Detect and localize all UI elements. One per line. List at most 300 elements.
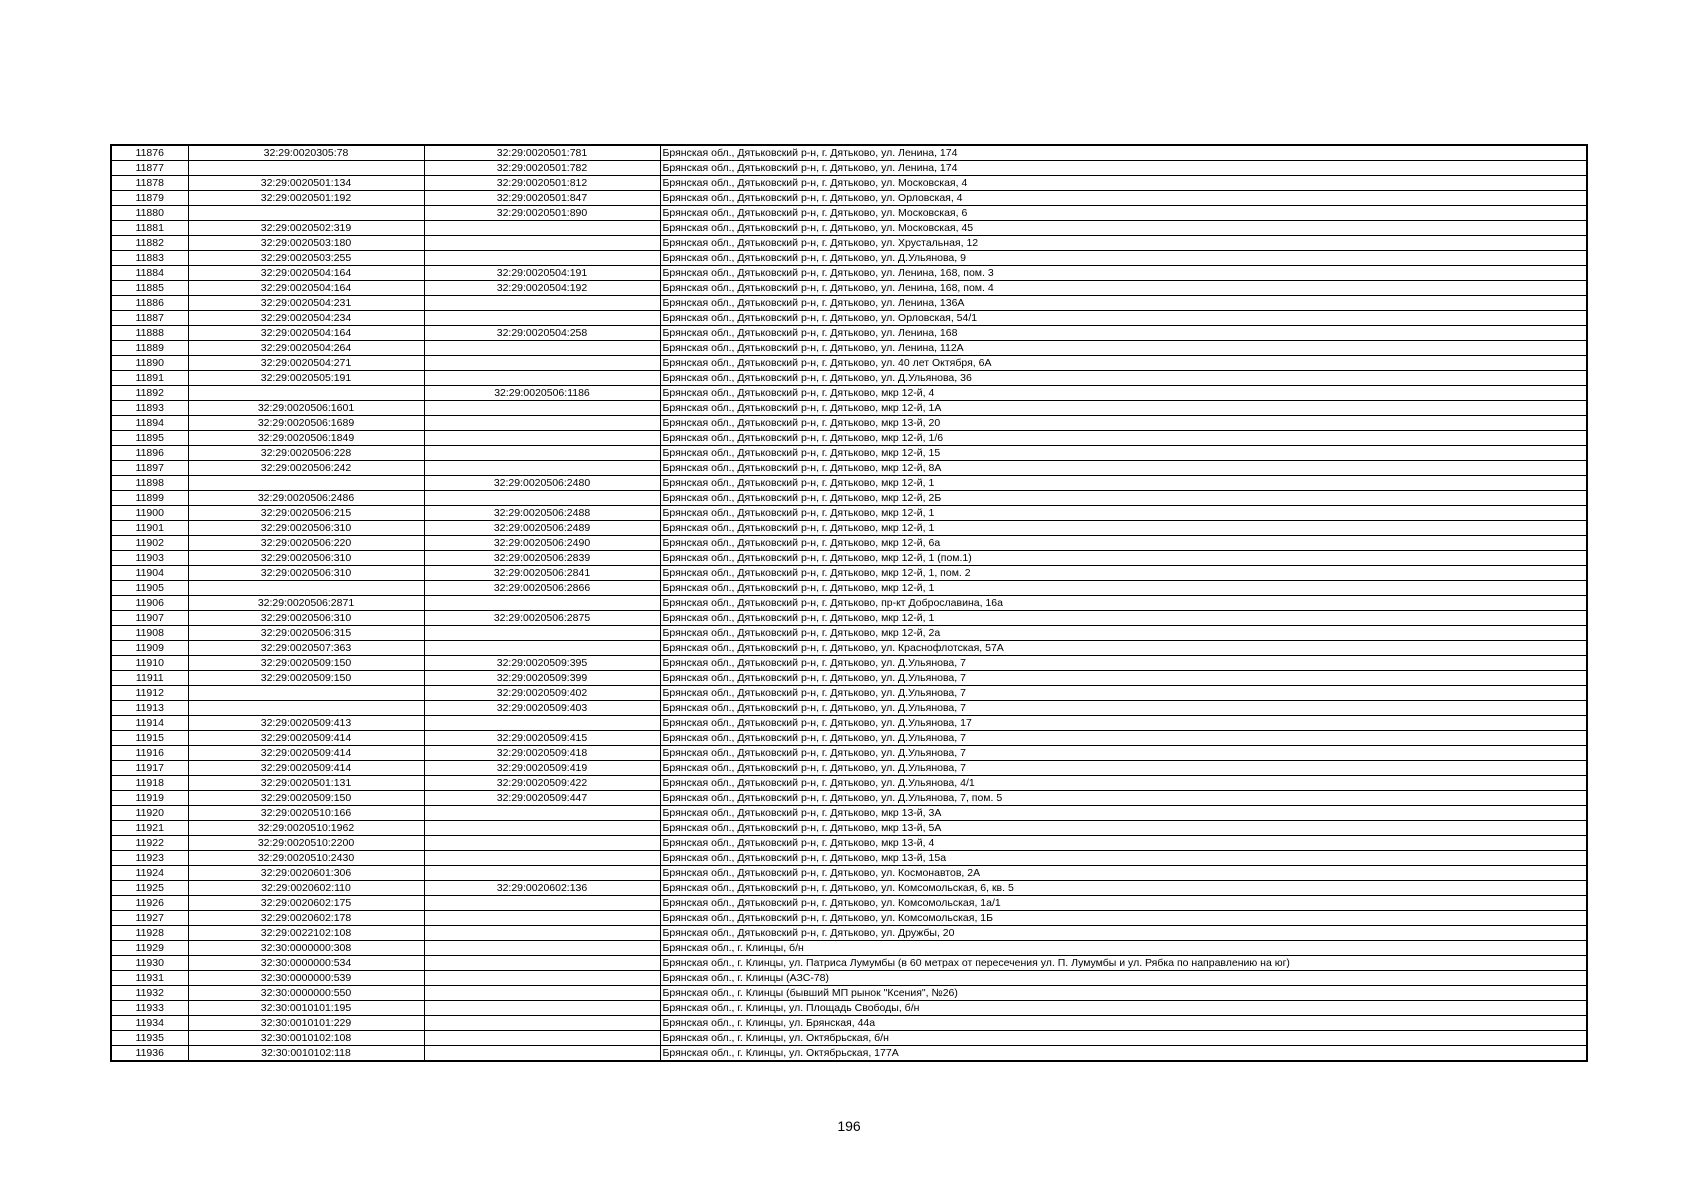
row-number-cell: 11917 xyxy=(111,761,188,776)
object-number-cell: 32:29:0020509:447 xyxy=(424,791,660,806)
address-cell: Брянская обл., Дятьковский р-н, г. Дятьково, мкр 13-й, 3А xyxy=(660,806,1587,821)
address-cell: Брянская обл., Дятьковский р-н, г. Дятьково, мкр 12-й, 1 xyxy=(660,521,1587,536)
row-number-cell: 11936 xyxy=(111,1046,188,1062)
row-number-cell: 11910 xyxy=(111,656,188,671)
row-number-cell: 11900 xyxy=(111,506,188,521)
parcel-number-cell: 32:29:0020506:310 xyxy=(188,551,424,566)
row-number-cell: 11903 xyxy=(111,551,188,566)
object-number-cell: 32:29:0020506:2490 xyxy=(424,536,660,551)
address-cell: Брянская обл., Дятьковский р-н, г. Дятьково, ул. Д.Ульянова, 7 xyxy=(660,761,1587,776)
table-row xyxy=(111,536,1587,551)
row-number-cell: 11895 xyxy=(111,431,188,446)
row-number-cell: 11932 xyxy=(111,986,188,1001)
object-number-cell xyxy=(424,251,660,266)
object-number-cell xyxy=(424,221,660,236)
parcel-number-cell: 32:29:0020504:264 xyxy=(188,341,424,356)
object-number-cell: 32:29:0020501:812 xyxy=(424,176,660,191)
parcel-number-cell: 32:29:0020503:255 xyxy=(188,251,424,266)
address-cell: Брянская обл., Дятьковский р-н, г. Дятьково, ул. Д.Ульянова, 7 xyxy=(660,701,1587,716)
address-cell: Брянская обл., г. Клинцы, ул. Брянская, 44а xyxy=(660,1016,1587,1031)
table-row xyxy=(111,611,1587,626)
object-number-cell xyxy=(424,491,660,506)
row-number-cell: 11904 xyxy=(111,566,188,581)
table-row xyxy=(111,266,1587,281)
object-number-cell xyxy=(424,716,660,731)
parcel-number-cell: 32:30:0000000:539 xyxy=(188,971,424,986)
table-row xyxy=(111,296,1587,311)
object-number-cell: 32:29:0020506:2839 xyxy=(424,551,660,566)
row-number-cell: 11883 xyxy=(111,251,188,266)
address-cell: Брянская обл., Дятьковский р-н, г. Дятьково, мкр 12-й, 1 xyxy=(660,506,1587,521)
parcel-number-cell: 32:29:0020509:414 xyxy=(188,746,424,761)
table-row xyxy=(111,851,1587,866)
address-cell: Брянская обл., г. Клинцы (бывший МП рынок "Ксения", №26) xyxy=(660,986,1587,1001)
address-cell: Брянская обл., Дятьковский р-н, г. Дятьково, мкр 12-й, 1 xyxy=(660,476,1587,491)
address-cell: Брянская обл., г. Клинцы, б/н xyxy=(660,941,1587,956)
table-row xyxy=(111,866,1587,881)
row-number-cell: 11913 xyxy=(111,701,188,716)
table-row xyxy=(111,491,1587,506)
address-cell: Брянская обл., Дятьковский р-н, г. Дятьково, ул. Д.Ульянова, 7 xyxy=(660,746,1587,761)
address-cell: Брянская обл., Дятьковский р-н, г. Дятьково, ул. Д.Ульянова, 4/1 xyxy=(660,776,1587,791)
address-cell: Брянская обл., Дятьковский р-н, г. Дятьково, ул. Дружбы, 20 xyxy=(660,926,1587,941)
object-number-cell: 32:29:0020509:422 xyxy=(424,776,660,791)
table-row xyxy=(111,251,1587,266)
row-number-cell: 11893 xyxy=(111,401,188,416)
object-number-cell xyxy=(424,341,660,356)
object-number-cell: 32:29:0020509:402 xyxy=(424,686,660,701)
parcel-number-cell xyxy=(188,581,424,596)
table-row xyxy=(111,746,1587,761)
parcel-number-cell xyxy=(188,686,424,701)
row-number-cell: 11930 xyxy=(111,956,188,971)
address-cell: Брянская обл., Дятьковский р-н, г. Дятьково, ул. Орловская, 54/1 xyxy=(660,311,1587,326)
address-cell: Брянская обл., Дятьковский р-н, г. Дятьково, ул. Ленина, 168, пом. 4 xyxy=(660,281,1587,296)
parcel-number-cell: 32:29:0020506:315 xyxy=(188,626,424,641)
parcel-number-cell: 32:29:0020504:164 xyxy=(188,266,424,281)
table-row xyxy=(111,731,1587,746)
row-number-cell: 11884 xyxy=(111,266,188,281)
row-number-cell: 11894 xyxy=(111,416,188,431)
parcel-number-cell: 32:29:0020506:1849 xyxy=(188,431,424,446)
object-number-cell xyxy=(424,461,660,476)
row-number-cell: 11934 xyxy=(111,1016,188,1031)
row-number-cell: 11888 xyxy=(111,326,188,341)
object-number-cell: 32:29:0020509:395 xyxy=(424,656,660,671)
table-row xyxy=(111,176,1587,191)
row-number-cell: 11927 xyxy=(111,911,188,926)
row-number-cell: 11886 xyxy=(111,296,188,311)
object-number-cell xyxy=(424,956,660,971)
address-cell: Брянская обл., Дятьковский р-н, г. Дятьково, ул. Ленина, 136А xyxy=(660,296,1587,311)
parcel-number-cell: 32:29:0020509:150 xyxy=(188,656,424,671)
parcel-number-cell: 32:29:0020510:2200 xyxy=(188,836,424,851)
row-number-cell: 11898 xyxy=(111,476,188,491)
address-cell: Брянская обл., Дятьковский р-н, г. Дятьково, мкр 12-й, 8А xyxy=(660,461,1587,476)
object-number-cell xyxy=(424,866,660,881)
table-row xyxy=(111,1046,1587,1062)
object-number-cell xyxy=(424,926,660,941)
row-number-cell: 11928 xyxy=(111,926,188,941)
row-number-cell: 11920 xyxy=(111,806,188,821)
address-cell: Брянская обл., Дятьковский р-н, г. Дятьково, ул. Московская, 4 xyxy=(660,176,1587,191)
table-row xyxy=(111,881,1587,896)
object-number-cell xyxy=(424,401,660,416)
table-row xyxy=(111,566,1587,581)
address-cell: Брянская обл., Дятьковский р-н, г. Дятьково, мкр 12-й, 4 xyxy=(660,386,1587,401)
table-row xyxy=(111,191,1587,206)
row-number-cell: 11891 xyxy=(111,371,188,386)
address-cell: Брянская обл., Дятьковский р-н, г. Дятьково, ул. Комсомольская, 1Б xyxy=(660,911,1587,926)
parcel-number-cell: 32:29:0020506:310 xyxy=(188,566,424,581)
parcel-number-cell: 32:29:0020501:134 xyxy=(188,176,424,191)
table-row xyxy=(111,686,1587,701)
object-number-cell xyxy=(424,236,660,251)
table-row xyxy=(111,671,1587,686)
address-cell: Брянская обл., Дятьковский р-н, г. Дятьково, пр-кт Доброславина, 16а xyxy=(660,596,1587,611)
address-cell: Брянская обл., Дятьковский р-н, г. Дятьково, ул. Ленина, 168 xyxy=(660,326,1587,341)
parcel-number-cell: 32:29:0020509:150 xyxy=(188,671,424,686)
row-number-cell: 11922 xyxy=(111,836,188,851)
parcel-number-cell: 32:30:0000000:534 xyxy=(188,956,424,971)
parcel-number-cell xyxy=(188,386,424,401)
parcel-number-cell: 32:29:0020503:180 xyxy=(188,236,424,251)
row-number-cell: 11918 xyxy=(111,776,188,791)
object-number-cell xyxy=(424,446,660,461)
parcel-number-cell: 32:29:0020504:231 xyxy=(188,296,424,311)
row-number-cell: 11924 xyxy=(111,866,188,881)
table-row xyxy=(111,551,1587,566)
table-row xyxy=(111,461,1587,476)
row-number-cell: 11887 xyxy=(111,311,188,326)
parcel-number-cell: 32:29:0020506:2871 xyxy=(188,596,424,611)
table-row xyxy=(111,896,1587,911)
table-row xyxy=(111,341,1587,356)
table-row xyxy=(111,236,1587,251)
address-cell: Брянская обл., Дятьковский р-н, г. Дятьково, ул. Ленина, 174 xyxy=(660,145,1587,161)
object-number-cell xyxy=(424,431,660,446)
row-number-cell: 11931 xyxy=(111,971,188,986)
table-row xyxy=(111,626,1587,641)
address-cell: Брянская обл., Дятьковский р-н, г. Дятьково, ул. Д.Ульянова, 7 xyxy=(660,731,1587,746)
table-row xyxy=(111,1001,1587,1016)
address-cell: Брянская обл., г. Клинцы, ул. Патриса Лумумбы (в 60 метрах от пересечения ул. П. Лумумбы и ул. Рябка по направлению на юг) xyxy=(660,956,1587,971)
parcel-number-cell: 32:29:0020305:78 xyxy=(188,145,424,161)
object-number-cell xyxy=(424,1001,660,1016)
object-number-cell xyxy=(424,641,660,656)
table-row xyxy=(111,656,1587,671)
address-cell: Брянская обл., Дятьковский р-н, г. Дятьково, ул. 40 лет Октября, 6А xyxy=(660,356,1587,371)
address-cell: Брянская обл., Дятьковский р-н, г. Дятьково, мкр 12-й, 1/6 xyxy=(660,431,1587,446)
row-number-cell: 11885 xyxy=(111,281,188,296)
row-number-cell: 11926 xyxy=(111,896,188,911)
parcel-number-cell: 32:29:0020510:166 xyxy=(188,806,424,821)
address-cell: Брянская обл., Дятьковский р-н, г. Дятьково, ул. Д.Ульянова, 7 xyxy=(660,656,1587,671)
parcel-number-cell: 32:29:0020602:110 xyxy=(188,881,424,896)
table-row xyxy=(111,806,1587,821)
address-cell: Брянская обл., Дятьковский р-н, г. Дятьково, ул. Д.Ульянова, 7, пом. 5 xyxy=(660,791,1587,806)
table-row xyxy=(111,1016,1587,1031)
object-number-cell xyxy=(424,311,660,326)
object-number-cell xyxy=(424,416,660,431)
object-number-cell xyxy=(424,626,660,641)
object-number-cell xyxy=(424,1016,660,1031)
parcel-number-cell: 32:29:0020506:220 xyxy=(188,536,424,551)
address-cell: Брянская обл., Дятьковский р-н, г. Дятьково, ул. Хрустальная, 12 xyxy=(660,236,1587,251)
table-row xyxy=(111,986,1587,1001)
parcel-number-cell: 32:29:0020505:191 xyxy=(188,371,424,386)
row-number-cell: 11890 xyxy=(111,356,188,371)
object-number-cell xyxy=(424,896,660,911)
object-number-cell xyxy=(424,596,660,611)
object-number-cell xyxy=(424,836,660,851)
table-row xyxy=(111,311,1587,326)
parcel-number-cell: 32:29:0020509:414 xyxy=(188,731,424,746)
object-number-cell: 32:29:0020501:890 xyxy=(424,206,660,221)
address-cell: Брянская обл., Дятьковский р-н, г. Дятьково, ул. Краснофлотская, 57А xyxy=(660,641,1587,656)
row-number-cell: 11925 xyxy=(111,881,188,896)
parcel-number-cell xyxy=(188,161,424,176)
parcel-number-cell xyxy=(188,701,424,716)
address-cell: Брянская обл., Дятьковский р-н, г. Дятьково, мкр 12-й, 6а xyxy=(660,536,1587,551)
table-row xyxy=(111,911,1587,926)
object-number-cell xyxy=(424,1046,660,1062)
parcel-number-cell: 32:29:0020504:164 xyxy=(188,326,424,341)
table-row xyxy=(111,431,1587,446)
object-number-cell: 32:29:0020506:2875 xyxy=(424,611,660,626)
parcel-number-cell: 32:29:0020506:215 xyxy=(188,506,424,521)
row-number-cell: 11921 xyxy=(111,821,188,836)
parcel-number-cell: 32:29:0020501:131 xyxy=(188,776,424,791)
table-row xyxy=(111,701,1587,716)
row-number-cell: 11902 xyxy=(111,536,188,551)
object-number-cell: 32:29:0020509:418 xyxy=(424,746,660,761)
object-number-cell: 32:29:0020509:415 xyxy=(424,731,660,746)
address-cell: Брянская обл., Дятьковский р-н, г. Дятьково, ул. Орловская, 4 xyxy=(660,191,1587,206)
row-number-cell: 11905 xyxy=(111,581,188,596)
object-number-cell: 32:29:0020506:1186 xyxy=(424,386,660,401)
object-number-cell: 32:29:0020602:136 xyxy=(424,881,660,896)
object-number-cell: 32:29:0020501:847 xyxy=(424,191,660,206)
row-number-cell: 11919 xyxy=(111,791,188,806)
object-number-cell xyxy=(424,806,660,821)
object-number-cell: 32:29:0020509:419 xyxy=(424,761,660,776)
object-number-cell xyxy=(424,356,660,371)
table-row xyxy=(111,716,1587,731)
address-cell: Брянская обл., Дятьковский р-н, г. Дятьково, ул. Ленина, 168, пом. 3 xyxy=(660,266,1587,281)
row-number-cell: 11909 xyxy=(111,641,188,656)
table-row xyxy=(111,941,1587,956)
parcel-number-cell: 32:29:0020506:1601 xyxy=(188,401,424,416)
table-row xyxy=(111,791,1587,806)
row-number-cell: 11876 xyxy=(111,145,188,161)
row-number-cell: 11889 xyxy=(111,341,188,356)
table-row xyxy=(111,371,1587,386)
row-number-cell: 11908 xyxy=(111,626,188,641)
object-number-cell: 32:29:0020504:258 xyxy=(424,326,660,341)
object-number-cell: 32:29:0020506:2480 xyxy=(424,476,660,491)
table-row xyxy=(111,1031,1587,1046)
table-row xyxy=(111,386,1587,401)
parcel-number-cell: 32:29:0020501:192 xyxy=(188,191,424,206)
object-number-cell xyxy=(424,821,660,836)
object-number-cell xyxy=(424,986,660,1001)
address-cell: Брянская обл., г. Клинцы, ул. Площадь Свободы, б/н xyxy=(660,1001,1587,1016)
table-row xyxy=(111,206,1587,221)
parcel-number-cell: 32:29:0020510:2430 xyxy=(188,851,424,866)
parcel-number-cell: 32:29:0020506:242 xyxy=(188,461,424,476)
parcel-number-cell: 32:30:0010101:195 xyxy=(188,1001,424,1016)
table-row xyxy=(111,161,1587,176)
row-number-cell: 11912 xyxy=(111,686,188,701)
table-row xyxy=(111,221,1587,236)
parcel-number-cell: 32:29:0020602:178 xyxy=(188,911,424,926)
row-number-cell: 11897 xyxy=(111,461,188,476)
object-number-cell: 32:29:0020501:781 xyxy=(424,145,660,161)
row-number-cell: 11882 xyxy=(111,236,188,251)
table-row xyxy=(111,926,1587,941)
address-cell: Брянская обл., Дятьковский р-н, г. Дятьково, ул. Д.Ульянова, 9 xyxy=(660,251,1587,266)
address-cell: Брянская обл., Дятьковский р-н, г. Дятьково, ул. Комсомольская, 1а/1 xyxy=(660,896,1587,911)
object-number-cell: 32:29:0020506:2489 xyxy=(424,521,660,536)
parcel-number-cell: 32:29:0020601:306 xyxy=(188,866,424,881)
table-row xyxy=(111,416,1587,431)
object-number-cell: 32:29:0020504:191 xyxy=(424,266,660,281)
object-number-cell xyxy=(424,1031,660,1046)
row-number-cell: 11907 xyxy=(111,611,188,626)
parcel-number-cell: 32:29:0020509:150 xyxy=(188,791,424,806)
table-row xyxy=(111,581,1587,596)
address-cell: Брянская обл., г. Клинцы, ул. Октябрьская, 177А xyxy=(660,1046,1587,1062)
address-cell: Брянская обл., Дятьковский р-н, г. Дятьково, мкр 12-й, 1, пом. 2 xyxy=(660,566,1587,581)
object-number-cell xyxy=(424,911,660,926)
row-number-cell: 11914 xyxy=(111,716,188,731)
parcel-number-cell xyxy=(188,206,424,221)
table-row xyxy=(111,401,1587,416)
row-number-cell: 11923 xyxy=(111,851,188,866)
table-row xyxy=(111,761,1587,776)
table-row xyxy=(111,836,1587,851)
object-number-cell xyxy=(424,941,660,956)
table-row xyxy=(111,476,1587,491)
row-number-cell: 11877 xyxy=(111,161,188,176)
table-row xyxy=(111,446,1587,461)
address-cell: Брянская обл., Дятьковский р-н, г. Дятьково, ул. Космонавтов, 2А xyxy=(660,866,1587,881)
row-number-cell: 11916 xyxy=(111,746,188,761)
row-number-cell: 11911 xyxy=(111,671,188,686)
address-cell: Брянская обл., Дятьковский р-н, г. Дятьково, ул. Д.Ульянова, 7 xyxy=(660,671,1587,686)
object-number-cell: 32:29:0020509:399 xyxy=(424,671,660,686)
parcel-number-cell: 32:29:0020506:2486 xyxy=(188,491,424,506)
address-cell: Брянская обл., Дятьковский р-н, г. Дятьково, мкр 12-й, 1А xyxy=(660,401,1587,416)
table-row xyxy=(111,521,1587,536)
object-number-cell xyxy=(424,296,660,311)
parcel-number-cell: 32:29:0020502:319 xyxy=(188,221,424,236)
parcel-number-cell: 32:29:0020602:175 xyxy=(188,896,424,911)
object-number-cell xyxy=(424,371,660,386)
address-cell: Брянская обл., Дятьковский р-н, г. Дятьково, мкр 13-й, 20 xyxy=(660,416,1587,431)
address-cell: Брянская обл., Дятьковский р-н, г. Дятьково, мкр 13-й, 5А xyxy=(660,821,1587,836)
table-row xyxy=(111,326,1587,341)
row-number-cell: 11878 xyxy=(111,176,188,191)
row-number-cell: 11901 xyxy=(111,521,188,536)
object-number-cell: 32:29:0020509:403 xyxy=(424,701,660,716)
row-number-cell: 11899 xyxy=(111,491,188,506)
registry-table-body xyxy=(111,145,1587,1061)
object-number-cell xyxy=(424,971,660,986)
parcel-number-cell: 32:30:0010102:118 xyxy=(188,1046,424,1062)
parcel-number-cell: 32:29:0020509:414 xyxy=(188,761,424,776)
table-row xyxy=(111,506,1587,521)
parcel-number-cell: 32:29:0020506:228 xyxy=(188,446,424,461)
row-number-cell: 11896 xyxy=(111,446,188,461)
table-row xyxy=(111,145,1587,161)
object-number-cell: 32:29:0020506:2866 xyxy=(424,581,660,596)
row-number-cell: 11929 xyxy=(111,941,188,956)
parcel-number-cell: 32:29:0020506:310 xyxy=(188,611,424,626)
object-number-cell xyxy=(424,851,660,866)
address-cell: Брянская обл., Дятьковский р-н, г. Дятьково, ул. Д.Ульянова, 36 xyxy=(660,371,1587,386)
address-cell: Брянская обл., Дятьковский р-н, г. Дятьково, мкр 12-й, 15 xyxy=(660,446,1587,461)
address-cell: Брянская обл., Дятьковский р-н, г. Дятьково, мкр 12-й, 1 (пом.1) xyxy=(660,551,1587,566)
address-cell: Брянская обл., Дятьковский р-н, г. Дятьково, ул. Московская, 45 xyxy=(660,221,1587,236)
table-row xyxy=(111,596,1587,611)
table-row xyxy=(111,776,1587,791)
page-number: 196 xyxy=(837,1118,861,1134)
object-number-cell: 32:29:0020501:782 xyxy=(424,161,660,176)
table-row xyxy=(111,281,1587,296)
address-cell: Брянская обл., Дятьковский р-н, г. Дятьково, ул. Ленина, 112А xyxy=(660,341,1587,356)
address-cell: Брянская обл., Дятьковский р-н, г. Дятьково, мкр 12-й, 1 xyxy=(660,611,1587,626)
address-cell: Брянская обл., Дятьковский р-н, г. Дятьково, мкр 12-й, 1 xyxy=(660,581,1587,596)
parcel-number-cell: 32:30:0010102:108 xyxy=(188,1031,424,1046)
registry-table xyxy=(110,144,1588,1062)
parcel-number-cell: 32:29:0020509:413 xyxy=(188,716,424,731)
parcel-number-cell: 32:29:0020504:271 xyxy=(188,356,424,371)
parcel-number-cell: 32:30:0010101:229 xyxy=(188,1016,424,1031)
table-row xyxy=(111,971,1587,986)
parcel-number-cell: 32:30:0000000:550 xyxy=(188,986,424,1001)
parcel-number-cell: 32:29:0020504:164 xyxy=(188,281,424,296)
parcel-number-cell: 32:29:0020506:1689 xyxy=(188,416,424,431)
row-number-cell: 11933 xyxy=(111,1001,188,1016)
parcel-number-cell: 32:29:0022102:108 xyxy=(188,926,424,941)
address-cell: Брянская обл., Дятьковский р-н, г. Дятьково, ул. Д.Ульянова, 7 xyxy=(660,686,1587,701)
table-row xyxy=(111,641,1587,656)
row-number-cell: 11892 xyxy=(111,386,188,401)
address-cell: Брянская обл., Дятьковский р-н, г. Дятьково, ул. Комсомольская, 6, кв. 5 xyxy=(660,881,1587,896)
address-cell: Брянская обл., г. Клинцы, ул. Октябрьская, б/н xyxy=(660,1031,1587,1046)
address-cell: Брянская обл., г. Клинцы (АЗС-78) xyxy=(660,971,1587,986)
address-cell: Брянская обл., Дятьковский р-н, г. Дятьково, мкр 13-й, 4 xyxy=(660,836,1587,851)
row-number-cell: 11915 xyxy=(111,731,188,746)
parcel-number-cell: 32:29:0020504:234 xyxy=(188,311,424,326)
row-number-cell: 11906 xyxy=(111,596,188,611)
parcel-number-cell xyxy=(188,476,424,491)
row-number-cell: 11935 xyxy=(111,1031,188,1046)
parcel-number-cell: 32:29:0020507:363 xyxy=(188,641,424,656)
parcel-number-cell: 32:30:0000000:308 xyxy=(188,941,424,956)
object-number-cell: 32:29:0020506:2488 xyxy=(424,506,660,521)
table-row xyxy=(111,956,1587,971)
row-number-cell: 11881 xyxy=(111,221,188,236)
table-row xyxy=(111,821,1587,836)
object-number-cell: 32:29:0020506:2841 xyxy=(424,566,660,581)
row-number-cell: 11879 xyxy=(111,191,188,206)
address-cell: Брянская обл., Дятьковский р-н, г. Дятьково, ул. Московская, 6 xyxy=(660,206,1587,221)
address-cell: Брянская обл., Дятьковский р-н, г. Дятьково, ул. Д.Ульянова, 17 xyxy=(660,716,1587,731)
address-cell: Брянская обл., Дятьковский р-н, г. Дятьково, мкр 12-й, 2Б xyxy=(660,491,1587,506)
